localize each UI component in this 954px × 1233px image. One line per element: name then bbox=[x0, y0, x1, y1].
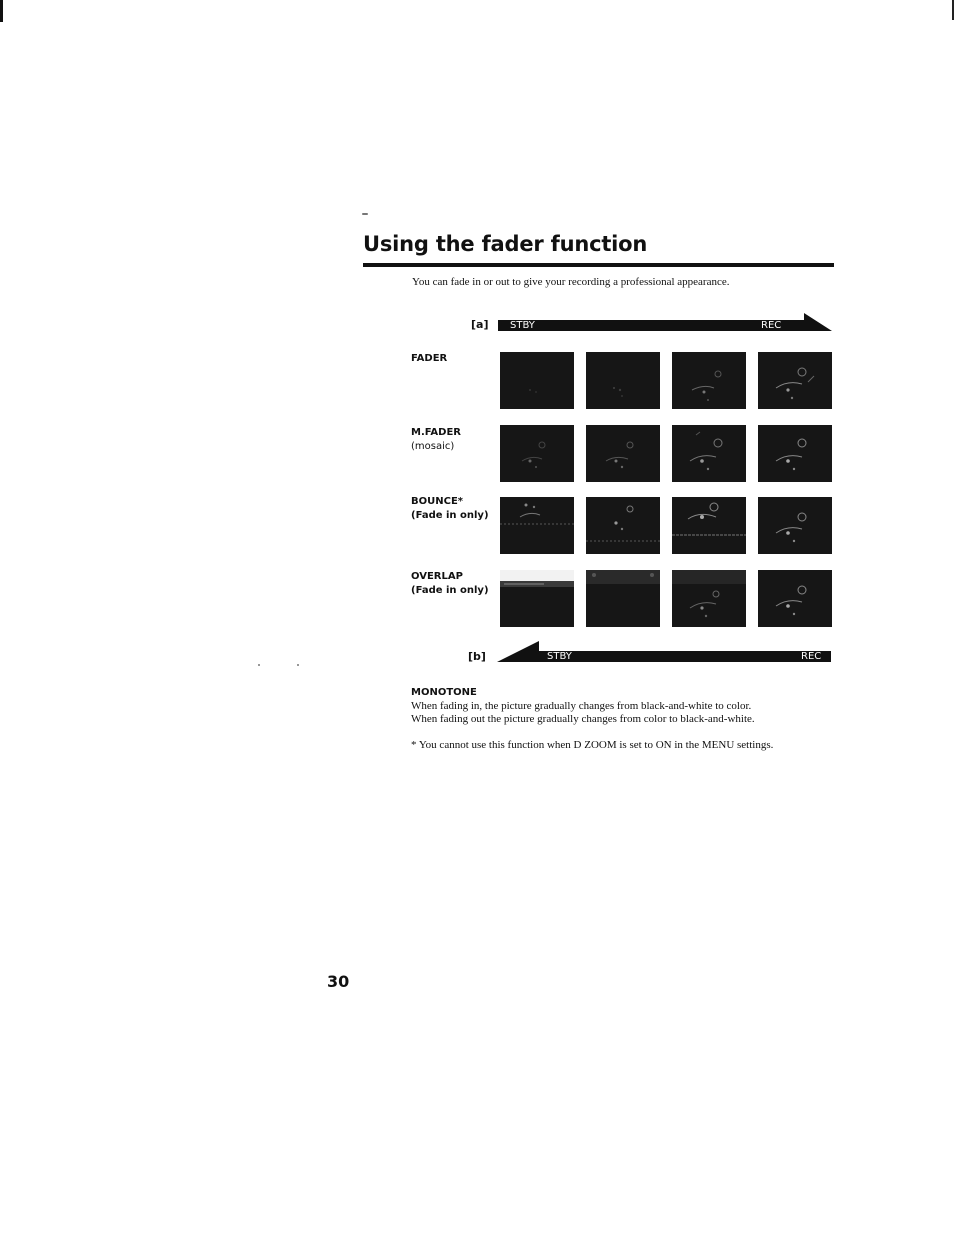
fader-frame-1 bbox=[500, 352, 574, 409]
mfader-frame-3 bbox=[672, 425, 746, 482]
overlap-frame-2 bbox=[586, 570, 660, 627]
overlap-frame-4 bbox=[758, 570, 832, 627]
mfader-frame-1 bbox=[500, 425, 574, 482]
bar-b-label: [b] bbox=[468, 650, 486, 663]
row-name: FADER bbox=[411, 353, 448, 364]
row-label-mfader bbox=[411, 426, 461, 454]
row-sub: (mosaic) bbox=[411, 441, 455, 452]
fader-frame-2 bbox=[586, 352, 660, 409]
bar-b-stby: STBY bbox=[547, 651, 572, 662]
bar-a-arrow bbox=[498, 312, 834, 334]
row-sub: (Fade in only) bbox=[411, 585, 489, 596]
overlap-frame-3 bbox=[672, 570, 746, 627]
row-label-fader bbox=[411, 352, 447, 366]
page-number: 30 bbox=[327, 972, 350, 991]
monotone-line-2: When fading out the picture gradually changes from color to black-and-white. bbox=[411, 713, 755, 725]
scan-speck bbox=[297, 664, 299, 666]
bar-b-rec: REC bbox=[801, 651, 822, 662]
row-sub: (Fade in only) bbox=[411, 510, 489, 521]
mfader-frame-4 bbox=[758, 425, 832, 482]
bounce-frame-3 bbox=[672, 497, 746, 554]
bar-a-stby: STBY bbox=[510, 320, 535, 331]
monotone-heading: MONOTONE bbox=[411, 687, 477, 698]
bounce-frame-1 bbox=[500, 497, 574, 554]
monotone-line-1: When fading in, the picture gradually changes from black-and-white to color. bbox=[411, 700, 752, 712]
bar-a-rec: REC bbox=[761, 320, 782, 331]
scan-speck bbox=[258, 664, 260, 666]
row-name: BOUNCE* bbox=[411, 496, 464, 507]
row-name: OVERLAP bbox=[411, 571, 463, 582]
binding-mark-left bbox=[0, 0, 3, 22]
fader-frame-3 bbox=[672, 352, 746, 409]
bounce-frame-2 bbox=[586, 497, 660, 554]
intro-text: You can fade in or out to give your recording a professional appearance. bbox=[412, 276, 730, 288]
mfader-frame-2 bbox=[586, 425, 660, 482]
bar-a-label: [a] bbox=[471, 318, 489, 331]
overlap-frame-1 bbox=[500, 570, 574, 627]
bounce-frame-4 bbox=[758, 497, 832, 554]
scan-speck bbox=[362, 213, 368, 215]
footnote: * You cannot use this function when D ZOOM is set to ON in the MENU settings. bbox=[411, 739, 774, 751]
row-label-bounce bbox=[411, 495, 489, 523]
row-label-overlap bbox=[411, 570, 489, 598]
fader-frame-4 bbox=[758, 352, 832, 409]
page-title: Using the fader function bbox=[363, 232, 648, 256]
title-rule bbox=[363, 263, 834, 267]
row-name: M.FADER bbox=[411, 427, 462, 438]
